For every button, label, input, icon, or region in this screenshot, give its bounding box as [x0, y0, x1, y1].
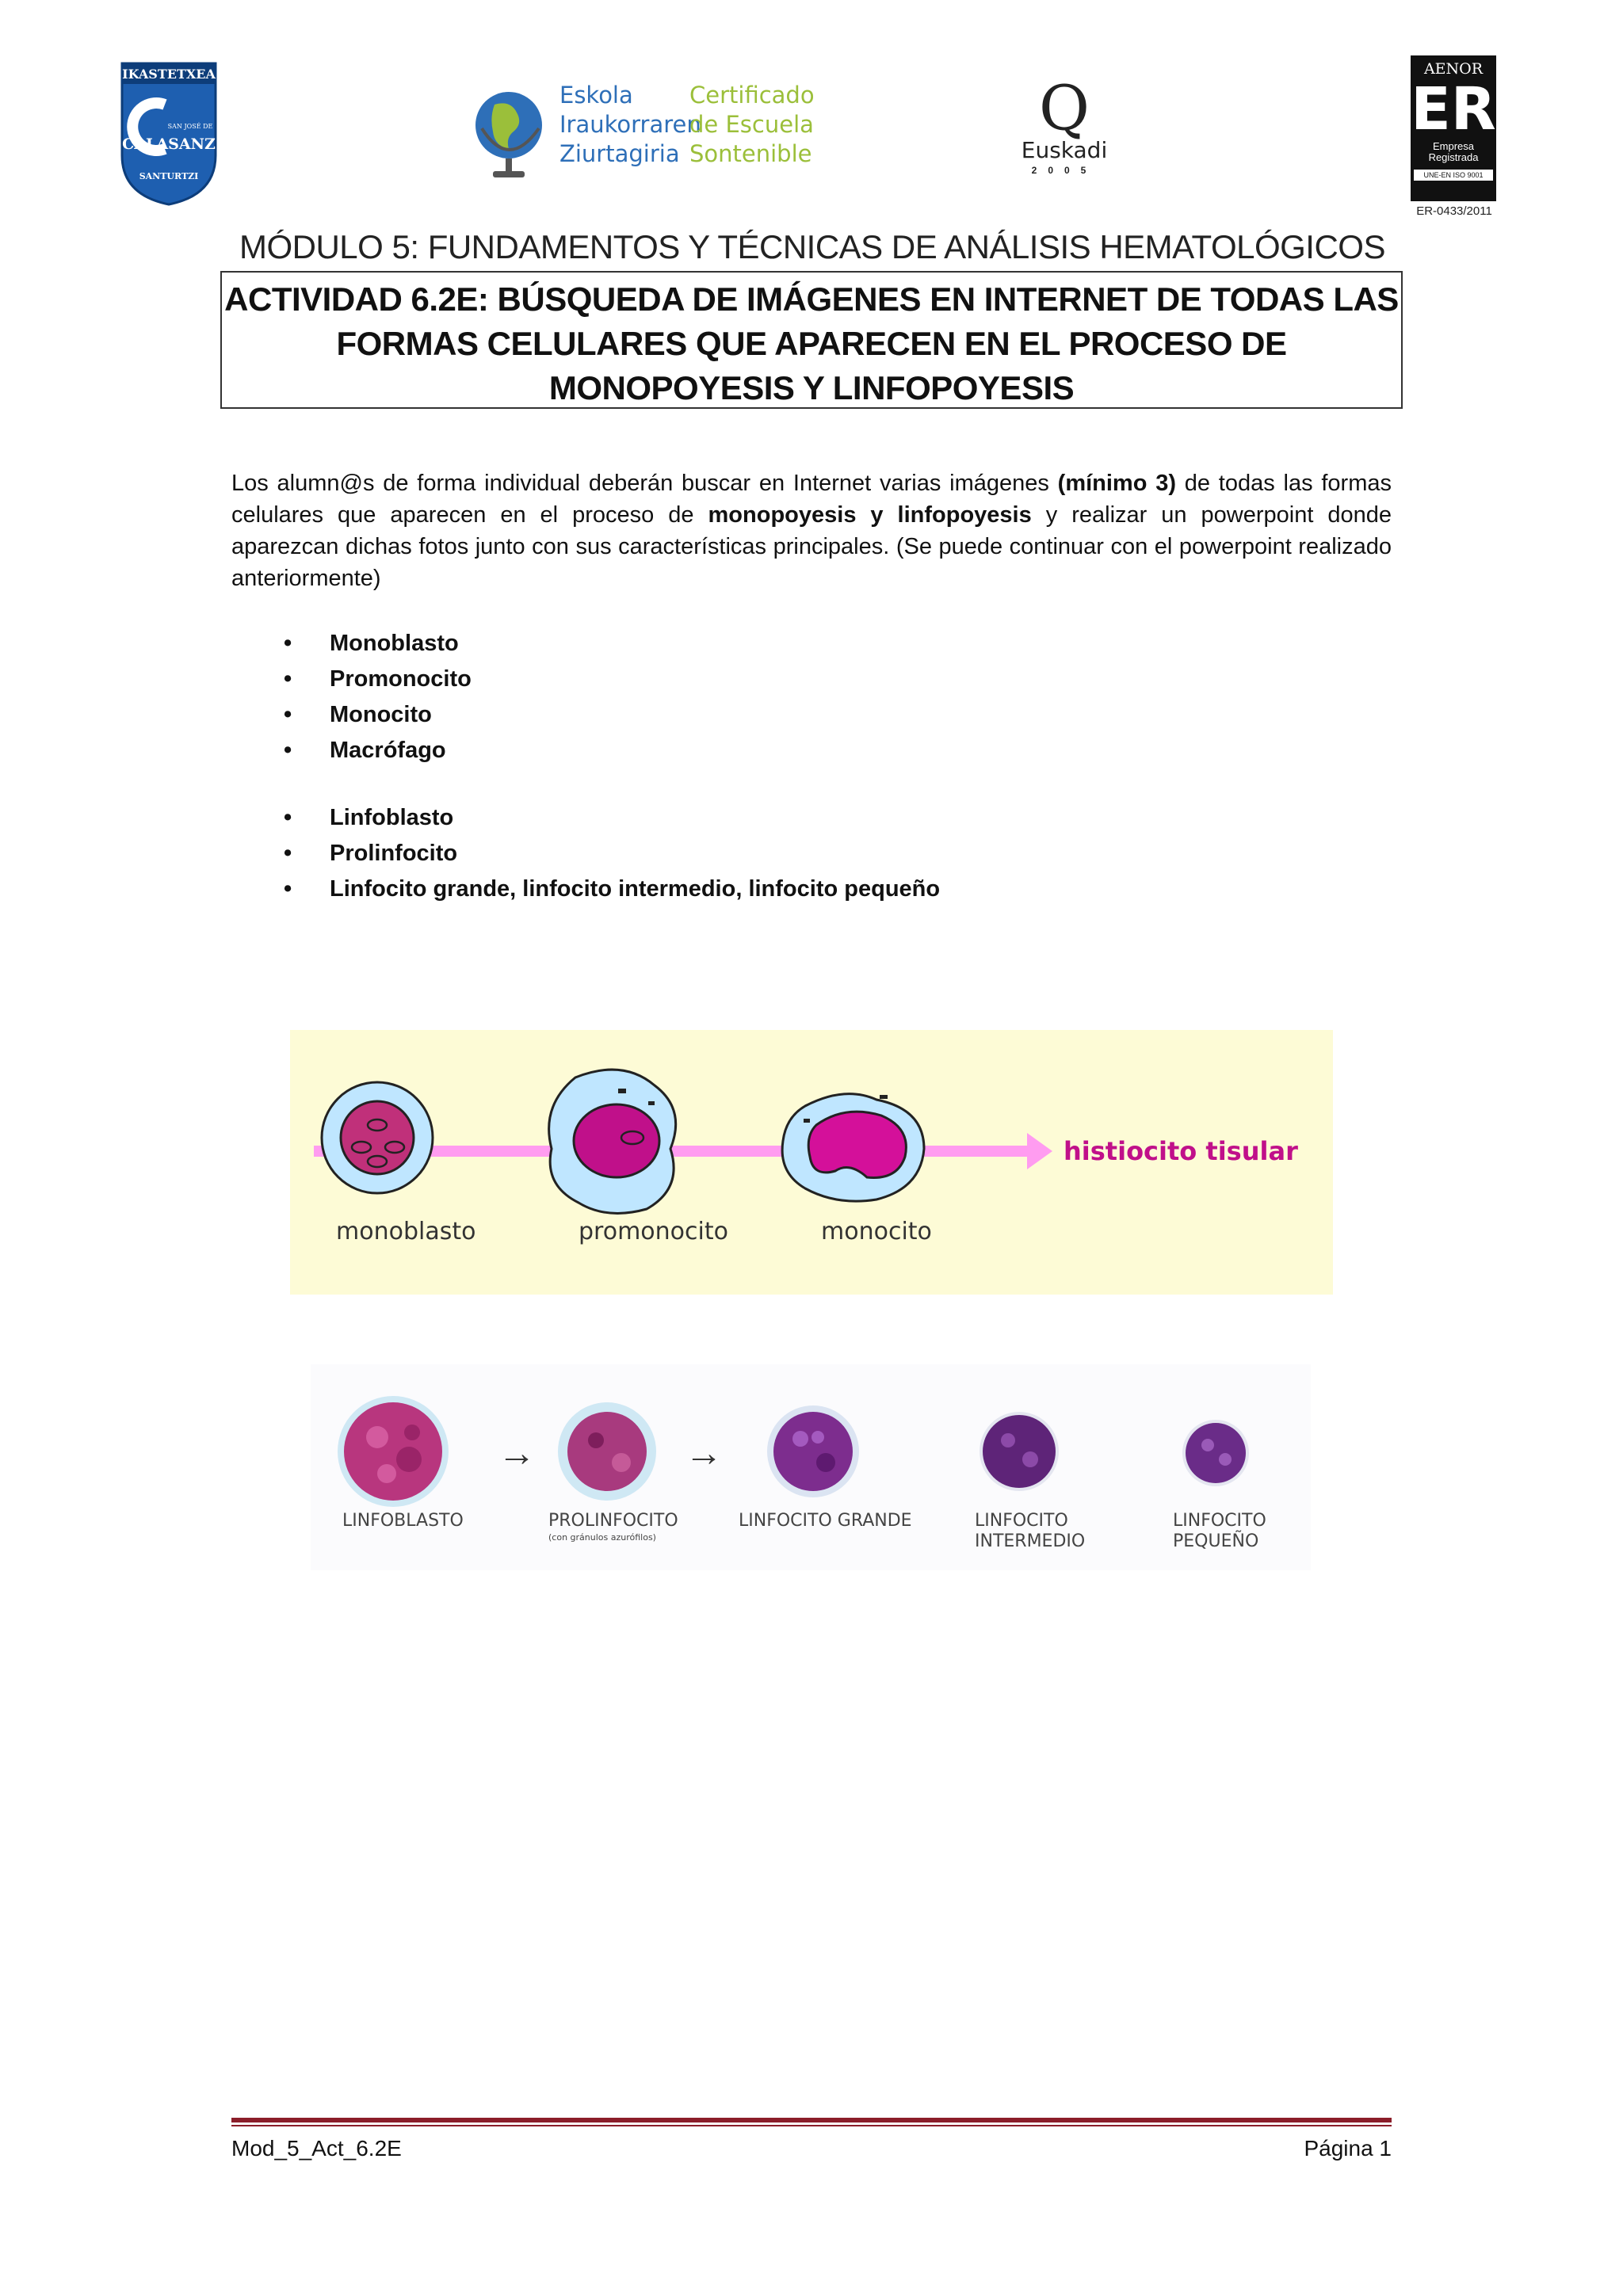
module-title: MÓDULO 5: FUNDAMENTOS Y TÉCNICAS DE ANÁLISIS HEMATOLÓGICOS: [239, 228, 1385, 265]
bullet-icon: •: [284, 841, 292, 866]
certificado-line-1: Certificado: [689, 82, 815, 109]
footer-document-code: Mod_5_Act_6.2E: [231, 2136, 402, 2161]
instructions-paragraph: [231, 467, 1392, 594]
list-item: • Monocito: [231, 697, 1341, 733]
eskola-logo: [471, 76, 819, 187]
monopoyesis-figure: [290, 1030, 1333, 1295]
svg-text:SAN JOSÉ DE: SAN JOSÉ DE: [167, 123, 213, 130]
para-text-1: Los alumn@s de forma individual deberán buscar en Internet varias imágenes: [231, 471, 1058, 496]
footer-page-number: Página 1: [1304, 2136, 1392, 2161]
linfocito-intermedio-sublabel: INTERMEDIO: [975, 1531, 1086, 1551]
bullet-icon: •: [284, 805, 292, 830]
arrow-right-icon: →: [685, 1432, 723, 1474]
eskola-line-3: Ziurtagiria: [559, 140, 680, 167]
monoblasto-label: monoblasto: [336, 1218, 476, 1245]
euskadi-name: Euskadi: [1021, 137, 1108, 163]
bullet-icon: •: [284, 702, 292, 727]
school-logo: [117, 60, 220, 208]
certificado-line-3: Sontenible: [689, 140, 812, 167]
q-mark: Q: [1039, 73, 1090, 144]
list-item: • Prolinfocito: [231, 836, 1341, 871]
footer-rule: [231, 2118, 1392, 2122]
footer-rule-thin: [231, 2125, 1392, 2126]
arrow-right-icon: →: [498, 1432, 536, 1474]
aenor-top: AENOR: [1423, 60, 1484, 78]
monoblasto-cell: [322, 1082, 433, 1193]
linfopoyesis-list: [231, 800, 1341, 907]
bullet-icon: •: [284, 738, 292, 763]
list-item: • Linfoblasto: [231, 800, 1341, 836]
eskola-line-1: Eskola: [559, 82, 633, 109]
monocito-cell: [782, 1094, 924, 1201]
aenor-standard: UNE-EN ISO 9001: [1414, 170, 1493, 181]
linfoblasto-label: LINFOBLASTO: [342, 1511, 464, 1531]
linfocito-grande-label: LINFOCITO GRANDE: [739, 1511, 912, 1531]
linfocito-grande-cell: [767, 1405, 859, 1497]
euskadi-q-logo: [1005, 73, 1124, 181]
eskola-line-2: Iraukorraren: [559, 111, 701, 138]
prolinfocito-cell: [558, 1402, 656, 1501]
prolinfocito-sublabel: (con gránulos azurófilos): [548, 1532, 656, 1543]
aenor-sub-2: Registrada: [1428, 151, 1479, 163]
svg-text:SANTURTZI: SANTURTZI: [139, 171, 199, 181]
activity-title: ACTIVIDAD 6.2E: BÚSQUEDA DE IMÁGENES EN INTERNET DE TODAS LAS FORMAS CELULARES QUE APARECEN EN EL PROCESO DE MONOPOYESIS Y LINFOPOYESIS: [224, 280, 1399, 406]
para-bold-2: monopoyesis y linfopoyesis: [708, 502, 1032, 528]
aenor-code: ER-0433/2011: [1416, 204, 1492, 218]
aenor-logo: [1411, 55, 1496, 201]
school-logo-title: IKASTETXEA: [122, 67, 216, 82]
aenor-mark: ER: [1411, 75, 1496, 143]
globe-icon: [471, 76, 550, 187]
svg-text:CALASANZ: CALASANZ: [122, 135, 216, 153]
para-text-3: y realizar un powerpoint donde aparezcan dichas fotos junto con sus características principales. (Se puede continuar con el powerpoint realizado anteriormente): [231, 502, 1392, 591]
promonocito-label: promonocito: [579, 1218, 728, 1245]
list-item: • Linfocito grande, linfocito intermedio, linfocito pequeño: [231, 871, 1341, 907]
bullet-icon: •: [284, 876, 292, 902]
activity-title-box: [220, 271, 1403, 409]
list-item: • Promonocito: [231, 662, 1341, 697]
promonocito-cell: [549, 1070, 676, 1213]
monocito-label: monocito: [821, 1218, 932, 1245]
para-text-2: de todas las formas celulares que aparecen en el proceso de: [231, 471, 1392, 528]
linfocito-pequeno-label: LINFOCITO: [1173, 1511, 1266, 1531]
list-item: • Macrófago: [231, 733, 1341, 769]
list-item: • Monoblasto: [231, 626, 1341, 662]
monopoyesis-list: [231, 626, 1341, 769]
para-bold-1: (mínimo 3): [1057, 471, 1176, 496]
linfocito-intermedio-cell: [980, 1412, 1059, 1491]
bullet-icon: •: [284, 666, 292, 692]
linfopoyesis-figure: [311, 1364, 1311, 1570]
linfocito-pequeno-sublabel: PEQUEÑO: [1173, 1531, 1259, 1551]
histiocito-label: histiocito tisular: [1064, 1136, 1298, 1166]
linfocito-intermedio-label: LINFOCITO: [975, 1511, 1068, 1531]
certificado-line-2: de Escuela: [689, 111, 814, 138]
linfoblasto-cell: [338, 1396, 449, 1507]
linfocito-pequeno-cell: [1182, 1420, 1249, 1486]
bullet-icon: •: [284, 631, 292, 656]
aenor-sub-1: Empresa: [1432, 140, 1475, 152]
prolinfocito-label: PROLINFOCITO: [548, 1511, 678, 1531]
euskadi-year: 2005: [1031, 165, 1098, 176]
